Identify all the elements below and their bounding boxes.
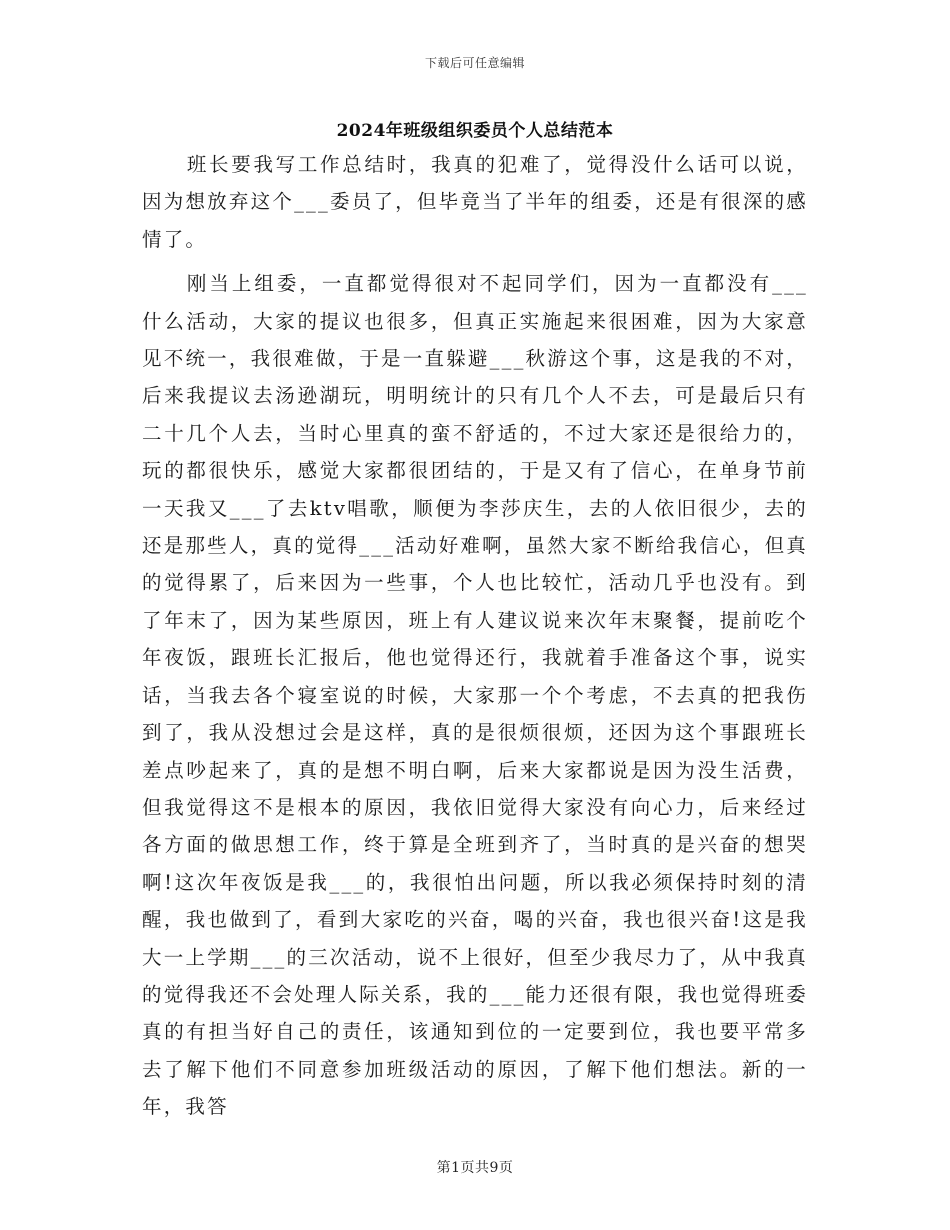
document-body [142,146,808,1133]
page-number-footer: 第1页共9页 [436,1160,514,1176]
paragraph-1: 班长要我写工作总结时，我真的犯难了，觉得没什么话可以说，因为想放弃这个___委员了，但毕竟当了半年的组委，还是有很深的感情了。 [142,153,808,251]
paragraph-2: 刚当上组委，一直都觉得很对不起同学们，因为一直都没有___什么活动，大家的提议也很多，但真正实施起来很困难，因为大家意见不统一，我很难做，于是一直躲避___秋游这个事，这是我的不对，后来我提议去汤逊湖玩，明明统计的只有几个人不去，可是最后只有二十几个人去，当时心里真的蛮不舒适的，不过大家还是很给力的，玩的都很快乐，感觉大家都很团结的，于是又有了信心，在单身节前一天我又___了去ktv唱歌，顺便为李莎庆生，去的人依旧很少，去的还是那些人，真的觉得___活动好难啊，虽然大家不断给我信心，但真的觉得累了，后来因为一些事，个人也比较忙，活动几乎也没有。到了年末了，因为某些原因，班上有人建议说来次年末聚餐，提前吃个年夜饭，跟班长汇报后，他也觉得还行，我就着手准备这个事，说实话，当我去各个寝室说的时候，大家那一个个考虑，不去真的把我伤到了，我从没想过会是这样，真的是很烦很烦，还因为这个事跟班长差点吵起来了，真的是想不明白啊，后来大家都说是因为没生活费，但我觉得这不是根本的原因，我依旧觉得大家没有向心力，后来经过各方面的做思想工作，终于算是全班到齐了，当时真的是兴奋的想哭啊!这次年夜饭是我___的，我很怕出问题，所以我必须保持时刻的清醒，我也做到了，看到大家吃的兴奋，喝的兴奋，我也很兴奋!这是我大一上学期___的三次活动，说不上很好，但至少我尽力了，从中我真的觉得我还不会处理人际关系，我的___能力还很有限，我也觉得班委真的有担当好自己的责任，该通知到位的一定要到位，我也要平常多去了解下他们不同意参加班级活动的原因，了解下他们想法。新的一年，我答 [142,272,808,1119]
page-header: 下载后可任意编辑 [424,56,525,70]
document-title: 2024年班级组织委员个人总结范本 [336,121,614,141]
